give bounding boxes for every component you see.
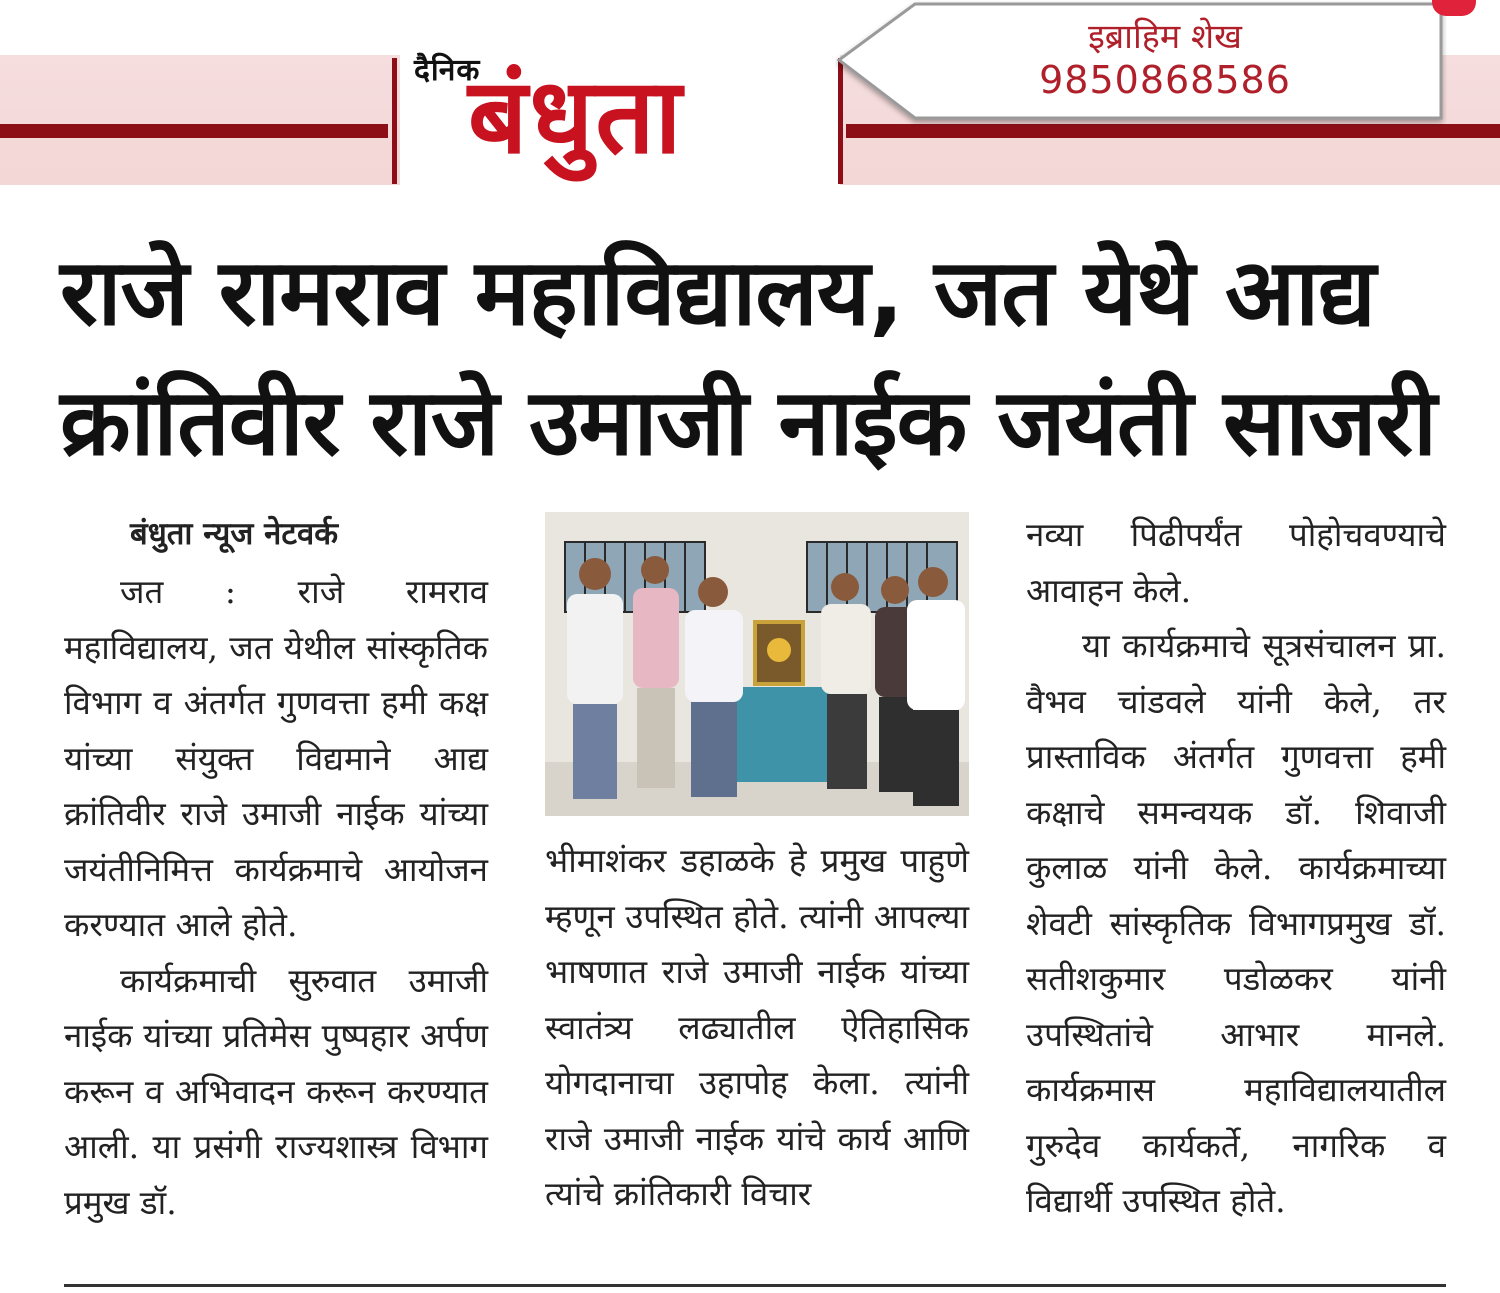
event-photo (545, 512, 969, 816)
headline-line-1: राजे रामराव महाविद्यालय, जत येथे आद्य (60, 239, 1375, 346)
masthead (0, 0, 1500, 215)
reporter-name: इब्राहिम शेख (1088, 17, 1242, 57)
masthead-rule-right (846, 124, 1500, 138)
article-paragraph: नव्या पिढीपर्यंत पोहोचवण्याचे आवाहन केले. (1026, 515, 1446, 610)
article-column-1 (64, 507, 488, 1230)
article-paragraph: भीमाशंकर डहाळके हे प्रमुख पाहुणे म्हणून उपस्थित होते. त्यांनी आपल्या भाषणात राजे उमाजी नाईक यांच्या स्वातंत्र्य लढ्यातील ऐतिहासिक योगदानाचा उहापोह केला. त्यांनी राजे उमाजी नाईक यांचे कार्य आणि त्यांचे क्रांतिकारी विचार (545, 841, 969, 1213)
newspaper-prefix: दैनिक (414, 53, 481, 88)
masthead-divider-left (392, 58, 397, 184)
reporter-phone: 9850868586 (1039, 58, 1291, 102)
corner-mark (1432, 0, 1476, 16)
byline: बंधुता न्यूज नेटवर्क (130, 516, 339, 552)
article-paragraph: कार्यक्रमाची सुरुवात उमाजी नाईक यांच्या प्रतिमेस पुष्पहार अर्पण करून व अभिवादन करून करण्यात आली. या प्रसंगी राज्यशास्त्र विभाग प्रमुख डॉ. (64, 960, 488, 1222)
article-column-2 (545, 833, 969, 1222)
headline (60, 228, 1450, 488)
article-column-3 (1026, 507, 1446, 1229)
article-paragraph: या कार्यक्रमाचे सूत्रसंचालन प्रा. वैभव चांडवले यांनी केले, तर प्रास्ताविक अंतर्गत गुणवत्ता हमी कक्षाचे समन्वयक डॉ. शिवाजी कुलाळ यांनी केले. कार्यक्रमाच्या शेवटी सांस्कृतिक विभागप्रमुख डॉ. सतीशकुमार पडोळकर यांनी उपस्थितांचे आभार मानले. कार्यक्रमास महाविद्यालयातील गुरुदेव कार्यकर्ते, नागरिक व विद्यार्थी उपस्थित होते. (1026, 626, 1446, 1220)
masthead-rule-left (0, 124, 388, 138)
reporter-tag (835, 0, 1447, 126)
headline-line-2: क्रांतिवीर राजे उमाजी नाईक जयंती साजरी (60, 369, 1436, 476)
article-paragraph: जत : राजे रामराव महाविद्यालय, जत येथील सांस्कृतिक विभाग व अंतर्गत गुणवत्ता हमी कक्ष यांच्या संयुक्त विद्यमाने आद्य क्रांतिवीर राजे उमाजी नाईक यांच्या जयंतीनिमित्त कार्यक्रमाचे आयोजन करण्यात आले होते. (64, 572, 488, 944)
newspaper-logo: बंधुता (468, 55, 684, 177)
bottom-rule (64, 1284, 1446, 1287)
group-photo-icon (545, 512, 969, 816)
